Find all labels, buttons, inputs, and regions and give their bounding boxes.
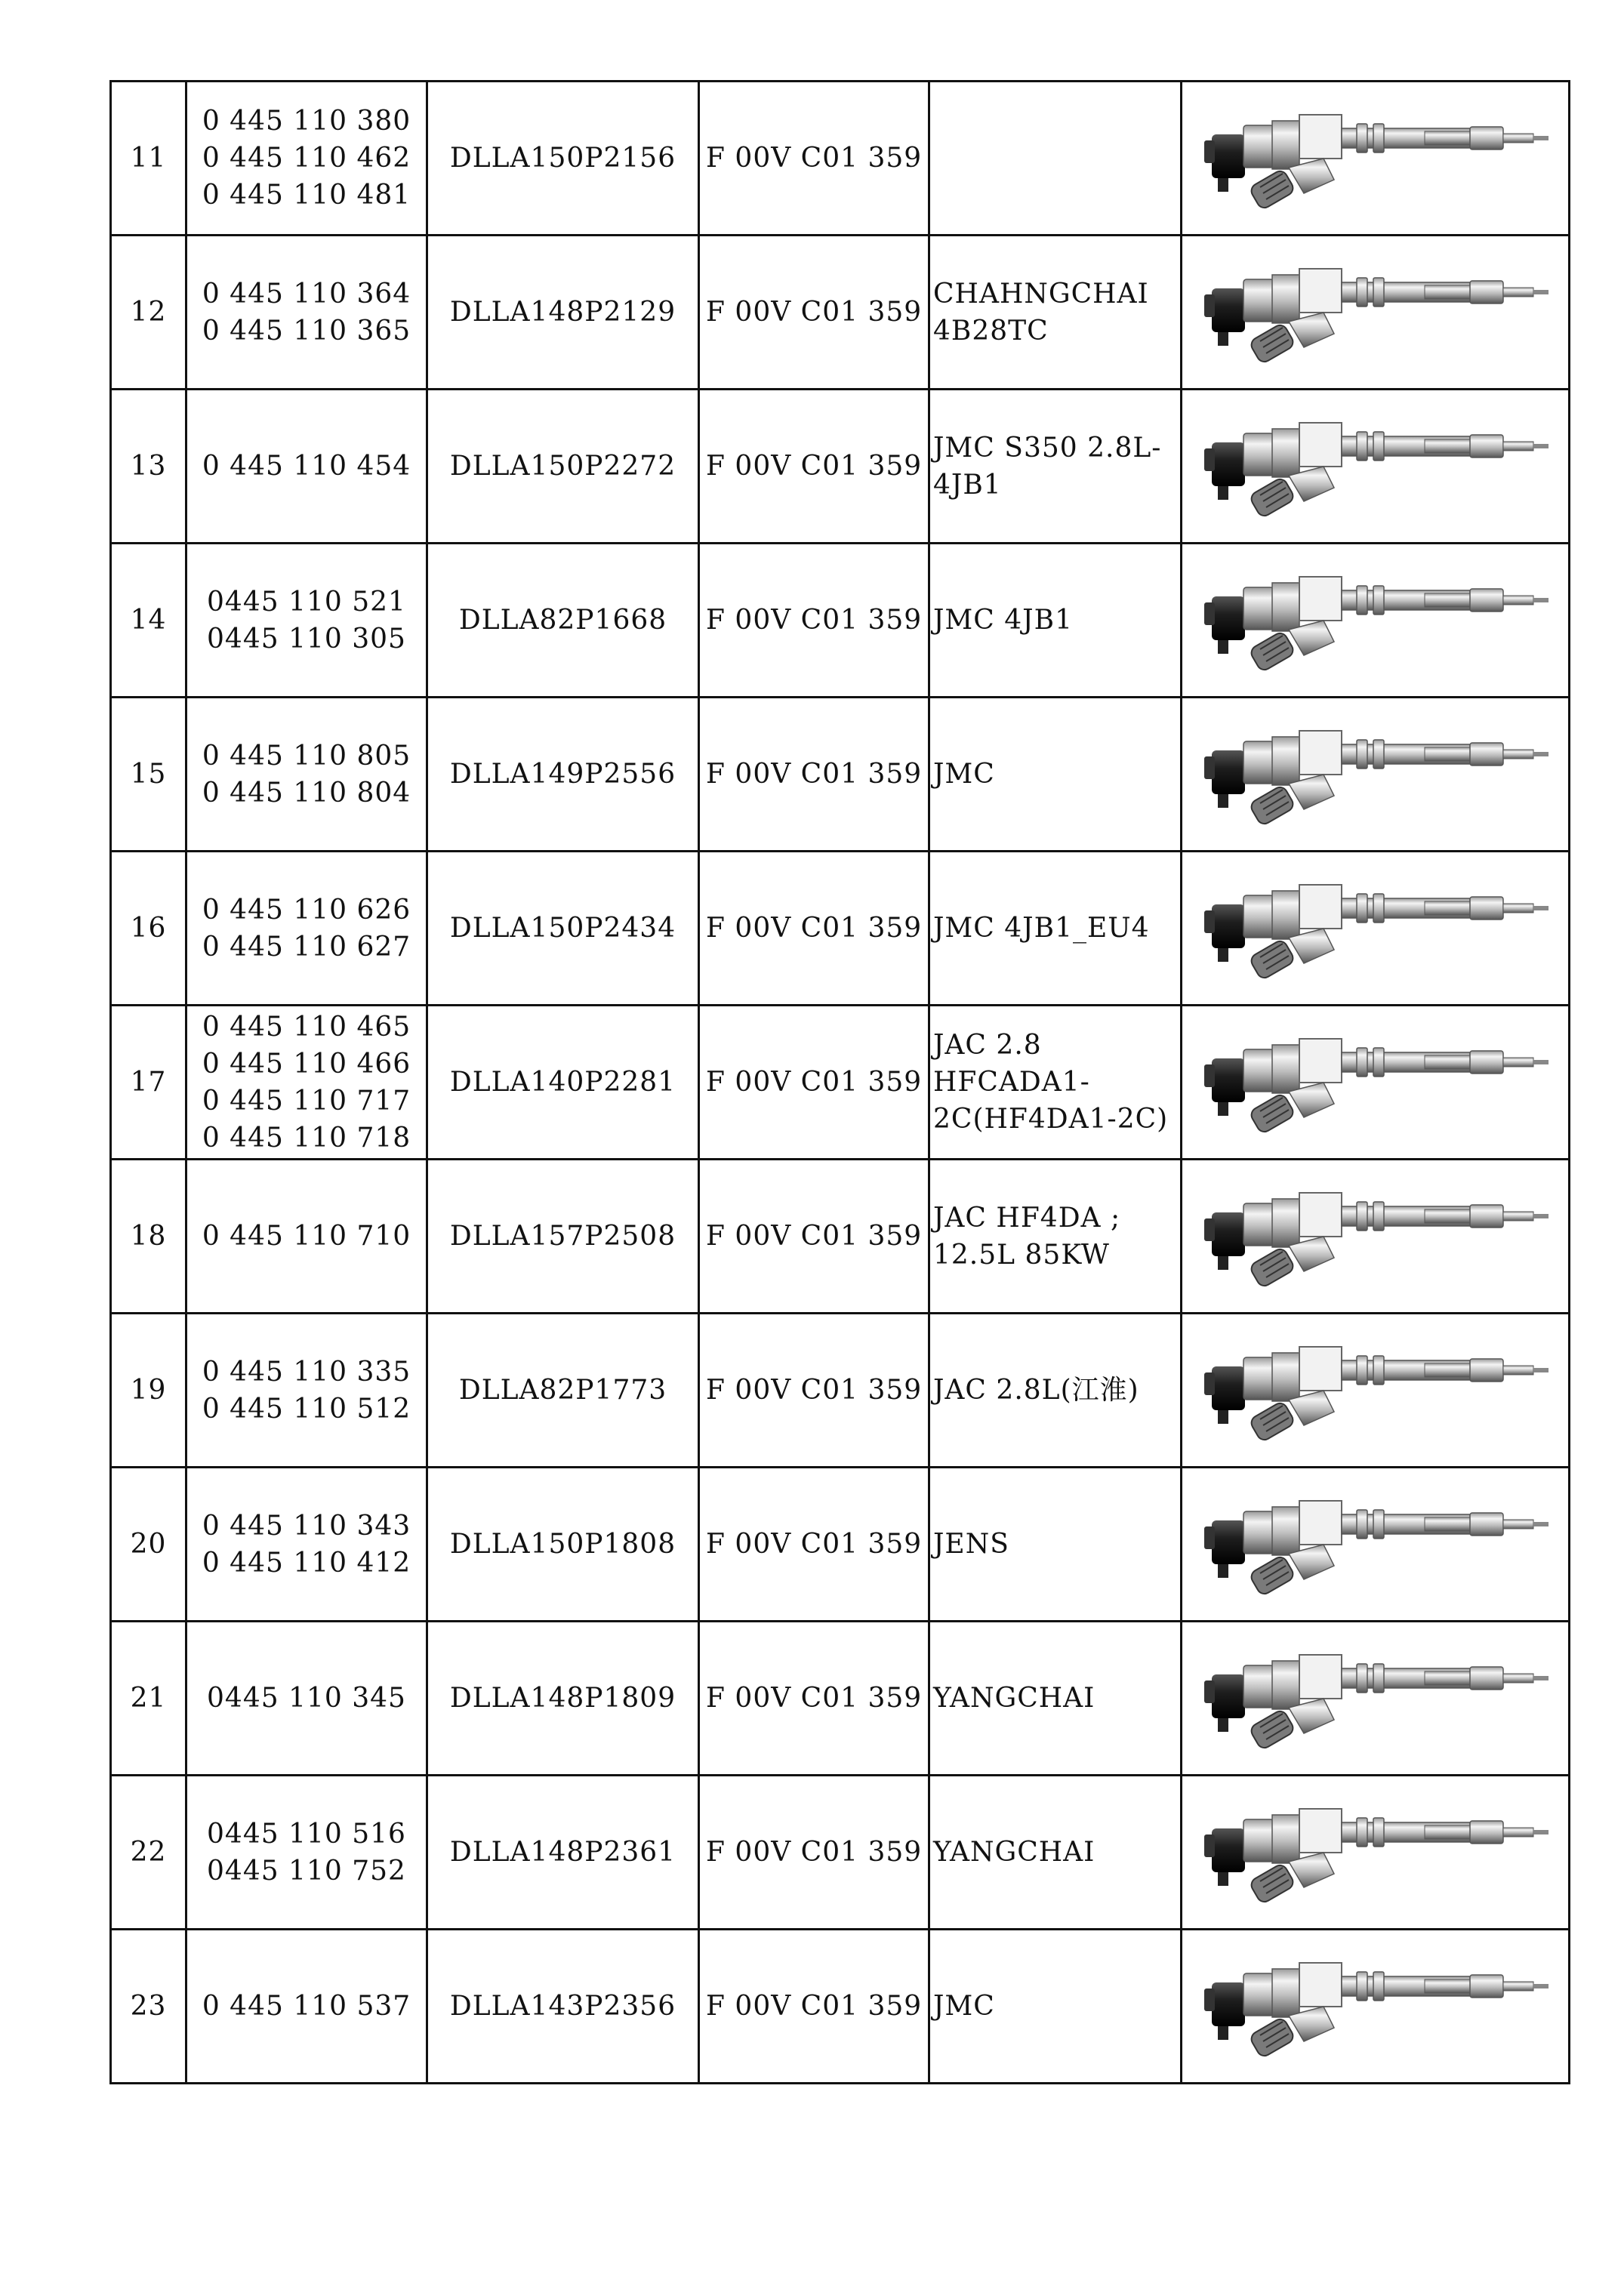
- valve-code: F 00V C01 359: [699, 852, 929, 1006]
- application-cell: [929, 698, 1182, 852]
- row-number: 22: [111, 1776, 186, 1930]
- nozzle-code: DLLA148P2361: [427, 1776, 699, 1930]
- application-text: 4JB1: [933, 469, 1002, 501]
- table-body: [111, 82, 1570, 2084]
- injector-numbers-cell: [186, 1314, 427, 1468]
- injector-number: 0445 110 516: [207, 1818, 406, 1850]
- nozzle-code: DLLA150P2434: [427, 852, 699, 1006]
- valve-code: F 00V C01 359: [699, 390, 929, 544]
- table-row: [111, 236, 1570, 390]
- table-row: [111, 544, 1570, 698]
- application-cell: [929, 82, 1182, 236]
- application-cell: [929, 1160, 1182, 1314]
- nozzle-code: DLLA148P1809: [427, 1622, 699, 1776]
- injector-image-cell: [1182, 1468, 1570, 1622]
- row-number: 23: [111, 1930, 186, 2084]
- injector-number: 0 445 110 364: [202, 278, 411, 310]
- application-text: JMC 4JB1_EU4: [933, 913, 1150, 944]
- injector-numbers-cell: [186, 698, 427, 852]
- injector-icon: [1198, 1484, 1553, 1605]
- injector-icon: [1198, 868, 1553, 989]
- application-text: CHAHNGCHAI: [933, 278, 1149, 310]
- row-number: 14: [111, 544, 186, 698]
- table-row: [111, 1160, 1570, 1314]
- injector-number: 0 445 110 466: [202, 1048, 411, 1080]
- injector-icon: [1198, 98, 1553, 219]
- injector-number: 0445 110 305: [207, 623, 406, 655]
- application-cell: [929, 1468, 1182, 1622]
- injector-icon: [1198, 1330, 1553, 1451]
- table-row: [111, 1776, 1570, 1930]
- application-text: JMC: [933, 1991, 995, 2022]
- row-number: 17: [111, 1006, 186, 1160]
- injector-number: 0 445 110 717: [202, 1085, 411, 1117]
- nozzle-code: DLLA148P2129: [427, 236, 699, 390]
- injector-number: 0 445 110 718: [202, 1122, 411, 1154]
- nozzle-code: DLLA149P2556: [427, 698, 699, 852]
- injector-image-cell: [1182, 1160, 1570, 1314]
- injector-number: 0 445 110 805: [202, 740, 411, 772]
- valve-code: F 00V C01 359: [699, 698, 929, 852]
- injector-numbers-cell: [186, 852, 427, 1006]
- injector-number: 0 445 110 710: [202, 1221, 411, 1252]
- application-text: 2C(HF4DA1-2C): [933, 1104, 1169, 1135]
- application-text: JMC S350 2.8L-: [933, 432, 1162, 464]
- nozzle-code: DLLA150P2156: [427, 82, 699, 236]
- injector-image-cell: [1182, 1006, 1570, 1160]
- application-cell: [929, 1776, 1182, 1930]
- injector-image-cell: [1182, 82, 1570, 236]
- injector-numbers-cell: [186, 1930, 427, 2084]
- application-cell: [929, 1622, 1182, 1776]
- row-number: 13: [111, 390, 186, 544]
- injector-number: 0 445 110 537: [202, 1991, 411, 2022]
- injector-number: 0 445 110 804: [202, 777, 411, 809]
- application-text: JENS: [933, 1529, 1009, 1560]
- injector-icon: [1198, 1022, 1553, 1143]
- injector-number: 0 445 110 335: [202, 1356, 411, 1388]
- injector-number: 0 445 110 343: [202, 1510, 411, 1542]
- injector-number: 0 445 110 627: [202, 931, 411, 963]
- application-text: YANGCHAI: [933, 1683, 1096, 1714]
- nozzle-code: DLLA150P1808: [427, 1468, 699, 1622]
- injector-number: 0445 110 752: [207, 1855, 406, 1887]
- injector-parts-table: [109, 80, 1570, 2084]
- application-cell: [929, 544, 1182, 698]
- injector-icon: [1198, 406, 1553, 527]
- injector-number: 0 445 110 380: [202, 106, 411, 137]
- application-text: YANGCHAI: [933, 1837, 1096, 1868]
- table-row: [111, 698, 1570, 852]
- table-row: [111, 1006, 1570, 1160]
- injector-number: 0 445 110 412: [202, 1547, 411, 1579]
- injector-image-cell: [1182, 236, 1570, 390]
- application-cell: [929, 236, 1182, 390]
- table-row: [111, 82, 1570, 236]
- table-row: [111, 1468, 1570, 1622]
- valve-code: F 00V C01 359: [699, 1314, 929, 1468]
- valve-code: F 00V C01 359: [699, 82, 929, 236]
- valve-code: F 00V C01 359: [699, 1006, 929, 1160]
- injector-icon: [1198, 1792, 1553, 1913]
- injector-numbers-cell: [186, 1006, 427, 1160]
- row-number: 12: [111, 236, 186, 390]
- injector-image-cell: [1182, 544, 1570, 698]
- application-cell: [929, 1314, 1182, 1468]
- injector-number: 0 445 110 512: [202, 1393, 411, 1425]
- table-row: [111, 1930, 1570, 2084]
- application-text: JMC 4JB1: [933, 605, 1073, 636]
- injector-numbers-cell: [186, 1160, 427, 1314]
- application-cell: [929, 852, 1182, 1006]
- application-text: JAC HF4DA ;: [933, 1202, 1121, 1234]
- nozzle-code: DLLA150P2272: [427, 390, 699, 544]
- injector-number: 0 445 110 462: [202, 143, 411, 174]
- injector-number: 0 445 110 454: [202, 451, 411, 482]
- row-number: 15: [111, 698, 186, 852]
- injector-number: 0445 110 521: [207, 586, 406, 618]
- injector-numbers-cell: [186, 1776, 427, 1930]
- valve-code: F 00V C01 359: [699, 1468, 929, 1622]
- injector-numbers-cell: [186, 390, 427, 544]
- row-number: 20: [111, 1468, 186, 1622]
- injector-icon: [1198, 1176, 1553, 1297]
- injector-icon: [1198, 1638, 1553, 1759]
- application-text: 4B28TC: [933, 315, 1049, 347]
- nozzle-code: DLLA82P1668: [427, 544, 699, 698]
- valve-code: F 00V C01 359: [699, 544, 929, 698]
- table-row: [111, 852, 1570, 1006]
- application-cell: [929, 390, 1182, 544]
- table-row: [111, 1314, 1570, 1468]
- injector-image-cell: [1182, 1622, 1570, 1776]
- injector-numbers-cell: [186, 1468, 427, 1622]
- injector-image-cell: [1182, 1930, 1570, 2084]
- application-text: JAC 2.8: [933, 1030, 1042, 1061]
- injector-number: 0445 110 345: [207, 1683, 406, 1714]
- injector-icon: [1198, 560, 1553, 681]
- injector-numbers-cell: [186, 1622, 427, 1776]
- row-number: 11: [111, 82, 186, 236]
- injector-icon: [1198, 252, 1553, 373]
- injector-numbers-cell: [186, 236, 427, 390]
- valve-code: F 00V C01 359: [699, 236, 929, 390]
- row-number: 16: [111, 852, 186, 1006]
- valve-code: F 00V C01 359: [699, 1930, 929, 2084]
- injector-image-cell: [1182, 1314, 1570, 1468]
- application-cell: [929, 1930, 1182, 2084]
- nozzle-code: DLLA143P2356: [427, 1930, 699, 2084]
- injector-image-cell: [1182, 852, 1570, 1006]
- injector-number: 0 445 110 626: [202, 894, 411, 926]
- application-text: 12.5L 85KW: [933, 1239, 1110, 1271]
- valve-code: F 00V C01 359: [699, 1160, 929, 1314]
- application-text: JMC: [933, 759, 995, 790]
- injector-icon: [1198, 1946, 1553, 2067]
- valve-code: F 00V C01 359: [699, 1622, 929, 1776]
- injector-numbers-cell: [186, 544, 427, 698]
- application-text: JAC 2.8L(江淮): [933, 1375, 1139, 1406]
- nozzle-code: DLLA82P1773: [427, 1314, 699, 1468]
- table-row: [111, 1622, 1570, 1776]
- injector-image-cell: [1182, 1776, 1570, 1930]
- injector-number: 0 445 110 481: [202, 180, 411, 211]
- injector-image-cell: [1182, 390, 1570, 544]
- injector-numbers-cell: [186, 82, 427, 236]
- injector-number: 0 445 110 365: [202, 315, 411, 347]
- valve-code: F 00V C01 359: [699, 1776, 929, 1930]
- table-row: [111, 390, 1570, 544]
- injector-image-cell: [1182, 698, 1570, 852]
- row-number: 19: [111, 1314, 186, 1468]
- injector-number: 0 445 110 465: [202, 1011, 411, 1043]
- row-number: 18: [111, 1160, 186, 1314]
- injector-icon: [1198, 714, 1553, 835]
- nozzle-code: DLLA157P2508: [427, 1160, 699, 1314]
- application-cell: [929, 1006, 1182, 1160]
- row-number: 21: [111, 1622, 186, 1776]
- application-text: HFCADA1-: [933, 1067, 1090, 1098]
- nozzle-code: DLLA140P2281: [427, 1006, 699, 1160]
